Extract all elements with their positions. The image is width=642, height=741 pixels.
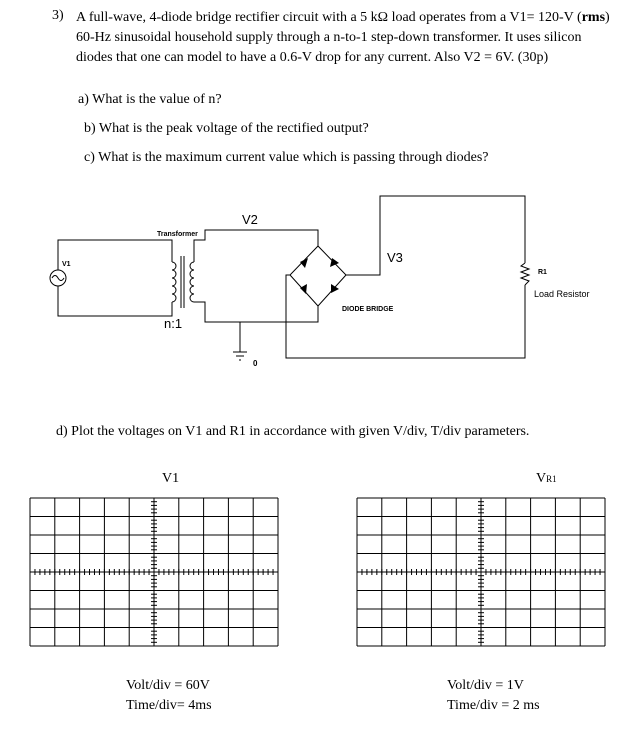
subquestion-b: b) What is the peak voltage of the rectified output? xyxy=(84,121,369,136)
ground-label: 0 xyxy=(253,359,258,368)
output-bottom-wire xyxy=(286,275,525,358)
diode-symbols xyxy=(300,258,339,294)
scope-right-title-sub: R1 xyxy=(546,474,557,484)
transformer-label: Transformer xyxy=(157,231,198,238)
output-top-wire xyxy=(346,196,525,275)
v3-label: V3 xyxy=(387,250,403,265)
v2-label: V2 xyxy=(242,212,258,227)
ac-sine-icon xyxy=(52,276,64,281)
scope-right-volt-div: Volt/div = 1V xyxy=(447,678,524,693)
scope-left-time-div: Time/div= 4ms xyxy=(126,698,212,713)
question-number: 3) xyxy=(52,8,64,23)
scope-grid-right xyxy=(357,498,605,646)
r1-label: R1 xyxy=(538,269,547,276)
scope-left-volt-div: Volt/div = 60V xyxy=(126,678,210,693)
diode-icon-3 xyxy=(300,284,307,294)
primary-top-wire xyxy=(58,240,172,270)
primary-bottom-wire xyxy=(58,286,172,316)
diode-bridge-diamond xyxy=(290,246,346,306)
secondary-coil xyxy=(190,262,194,302)
question-text-part2: ) 60-Hz sinusoidal household supply through a n-to-1 step-down transformer. It uses silicon diodes that one can model to have a 0.6-V drop for any current. Also V2 = 6V. (30p) xyxy=(76,10,610,65)
scope-right-scale xyxy=(447,676,540,716)
diode-icon-1 xyxy=(300,258,308,268)
secondary-top-wire xyxy=(194,230,318,262)
scope-grids xyxy=(0,490,642,655)
scope-right-title xyxy=(536,471,557,487)
diode-bridge-label: DIODE BRIDGE xyxy=(342,306,394,313)
scope-right-time-div: Time/div = 2 ms xyxy=(447,698,540,713)
scope-left-title: V1 xyxy=(162,471,180,486)
subquestion-a: a) What is the value of n? xyxy=(78,92,222,107)
turns-ratio-label: n:1 xyxy=(164,316,183,331)
v1-circuit-label: V1 xyxy=(62,261,71,268)
scope-left-scale xyxy=(126,676,212,716)
load-resistor-label: Load Resistor xyxy=(534,289,590,299)
subquestion-c: c) What is the maximum current value which is passing through diodes? xyxy=(84,150,489,165)
scope-grid-left xyxy=(30,498,278,646)
resistor-zigzag xyxy=(521,263,529,285)
question-text-part1: A full-wave, 4-diode bridge rectifier circuit with a 5 kΩ load operates from a V1= 120-V ( xyxy=(76,10,582,25)
secondary-bottom-wire xyxy=(194,302,318,322)
diode-icon-4 xyxy=(331,284,339,293)
scope-right-title-main: V xyxy=(536,471,547,486)
subquestion-d: d) Plot the voltages on V1 and R1 in accordance with given V/div, T/div parameters. xyxy=(56,424,530,439)
primary-coil xyxy=(172,262,176,302)
question-text-bold: rms xyxy=(581,10,606,25)
